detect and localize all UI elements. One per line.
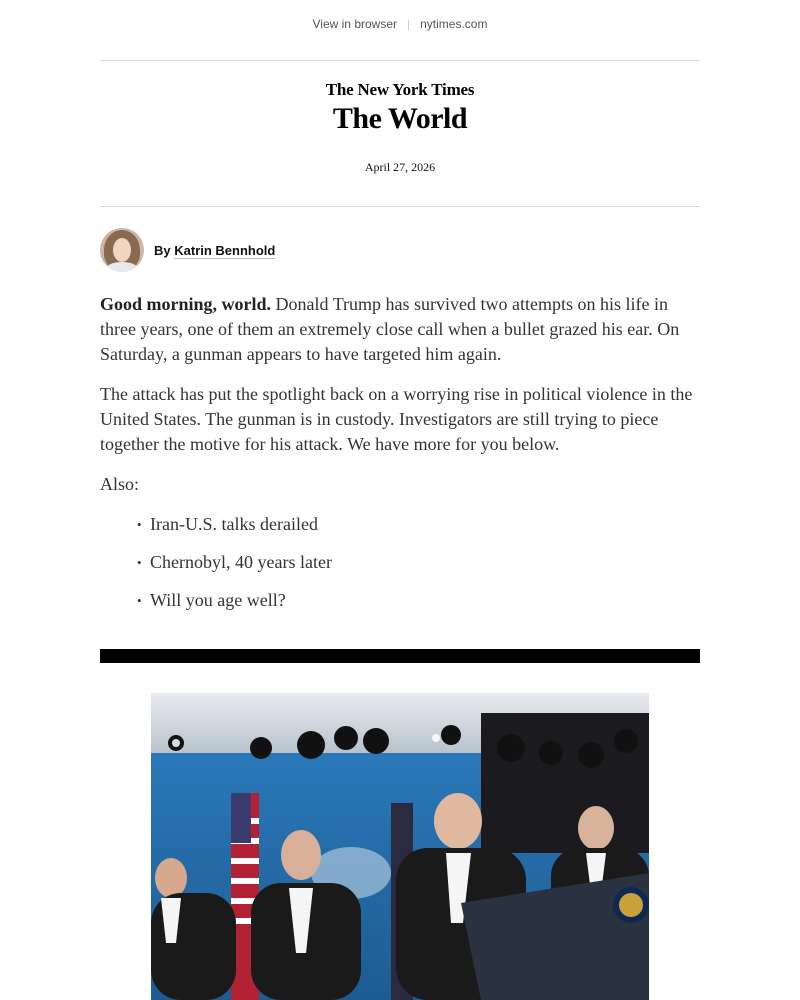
paragraph-1-text: Donald Trump has survived two attempts on his life in three years, one of them an extremely close call when a bullet grazed his ear. On Saturday, a gunman appears to have targeted him again. [100, 294, 680, 364]
section-bar [100, 649, 700, 663]
nyt-logo[interactable]: The New York Times [325, 80, 475, 99]
press-briefing-image [151, 693, 649, 1000]
also-item-1: Iran-U.S. talks derailed [150, 514, 318, 534]
article-body [100, 292, 700, 626]
also-item-2: Chernobyl, 40 years later [150, 552, 332, 572]
header-divider [100, 60, 700, 61]
top-links [0, 17, 800, 31]
author-avatar [100, 228, 144, 272]
masthead [0, 80, 800, 136]
nytimes-link[interactable]: nytimes.com [420, 17, 488, 31]
also-list [100, 512, 700, 626]
newsletter-title: The World [332, 102, 468, 135]
list-item [100, 550, 700, 588]
also-item-3: Will you age well? [150, 590, 286, 610]
byline-text [154, 243, 275, 258]
lead-photo[interactable] [151, 693, 649, 1000]
list-item [100, 512, 700, 550]
paragraph-1 [100, 292, 700, 367]
byline [100, 228, 275, 272]
byline-prefix: By [154, 242, 171, 258]
view-in-browser-link[interactable]: View in browser [312, 17, 397, 31]
also-label: Also: [100, 474, 140, 494]
list-item [100, 588, 700, 626]
link-separator: | [407, 17, 411, 31]
lede-bold: Good morning, world. [100, 294, 272, 314]
masthead-divider [100, 206, 700, 207]
author-link[interactable]: Katrin Bennhold [174, 242, 276, 258]
paragraph-2: The attack has put the spotlight back on a worrying rise in political violence in the United States. The gunman is in custody. Investigators are still trying to piece together the motive for his attack. We have more for you below. [100, 384, 693, 454]
issue-date: April 27, 2026 [364, 160, 436, 174]
bullet-icon: • [137, 555, 142, 570]
bullet-icon: • [137, 593, 142, 608]
bullet-icon: • [137, 517, 142, 532]
